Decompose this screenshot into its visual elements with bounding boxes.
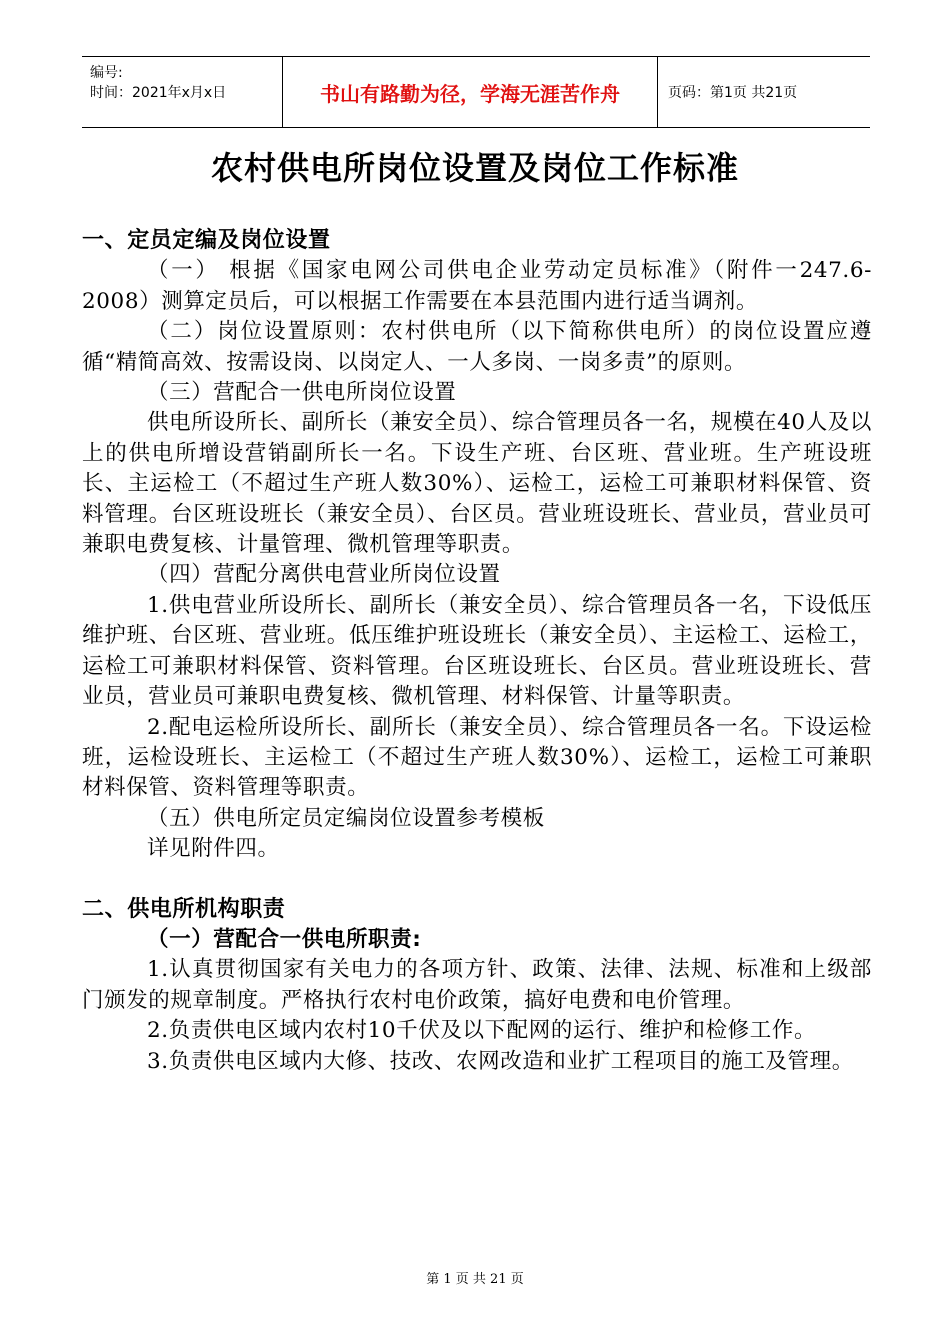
paragraph: （一） 根据《国家电网公司供电企业劳动定员标准》（附件一247.6-2008）测算定员后，可以根据工作需要在本县范围内进行适当调剂。 xyxy=(82,258,872,314)
paragraph: 1.供电营业所设所长、副所长（兼安全员）、综合管理员各一名，下设低压维护班、台区班、营业班。低压维护班设班长（兼安全员）、主运检工、运检工，运检工可兼职材料保管、资料管理。台区班设班长、台区员。营业班设班长、营业员，营业员可兼职电费复核、微机管理、材料保管、计量等职责。 xyxy=(82,592,872,710)
document-body xyxy=(82,226,872,1077)
time-label: 时间：2021年x月x日 xyxy=(90,85,227,101)
paragraph: （二）岗位设置原则：农村供电所（以下简称供电所）的岗位设置应遵循“精简高效、按需设岗、以岗定人、一人多岗、一岗多责”的原则。 xyxy=(82,319,872,375)
page-footer: 第 1 页 共 21 页 xyxy=(426,1272,524,1287)
paragraph-gap xyxy=(82,865,872,895)
paragraph: 详见附件四。 xyxy=(147,836,280,862)
paragraph: 供电所设所长、副所长（兼安全员）、综合管理员各一名，规模在40人及以上的供电所增设营销副所长一名。下设生产班、台区班、营业班。生产班设班长、主运检工（不超过生产班人数30%）、运检工，运检工可兼职材料保管、资料管理。台区班设班长（兼安全员）、台区员。营业班设班长、营业员，营业员可兼职电费复核、计量管理、微机管理等职责。 xyxy=(82,410,873,558)
motto-text: 书山有路勤为径，学海无涯苦作舟 xyxy=(320,81,620,106)
header-meta xyxy=(82,57,283,127)
paragraph: （四）营配分离供电营业所岗位设置 xyxy=(147,562,501,588)
paragraph: （一）营配合一供电所职责: xyxy=(147,926,422,952)
paragraph: 一、定员定编及岗位设置 xyxy=(82,228,331,253)
page-info-text: 页码：第1页 共21页 xyxy=(668,85,798,101)
document-title: 农村供电所岗位设置及岗位工作标准 xyxy=(210,149,739,187)
paragraph: （五）供电所定员定编岗位设置参考模板 xyxy=(147,805,545,831)
header-page-info xyxy=(658,57,870,127)
paragraph: （三）营配合一供电所岗位设置 xyxy=(147,380,457,406)
paragraph: 2.负责供电区域内农村10千伏及以下配网的运行、维护和检修工作。 xyxy=(147,1018,817,1044)
paragraph: 3.负责供电区域内大修、技改、农网改造和业扩工程项目的施工及管理。 xyxy=(147,1048,854,1074)
paragraph: 二、供电所机构职责 xyxy=(82,896,286,922)
number-label: 编号: xyxy=(90,65,123,81)
paragraph: 2.配电运检所设所长、副所长（兼安全员）、综合管理员各一名。下设运检班，运检设班长、主运检工（不超过生产班人数30%）、运检工，运检工可兼职材料保管、资料管理等职责。 xyxy=(82,714,872,801)
header-motto xyxy=(283,57,658,127)
paragraph: 1.认真贯彻国家有关电力的各项方针、政策、法律、法规、标准和上级部门颁发的规章制度。严格执行农村电价政策，搞好电费和电价管理。 xyxy=(82,957,872,1013)
header-table xyxy=(82,56,870,128)
